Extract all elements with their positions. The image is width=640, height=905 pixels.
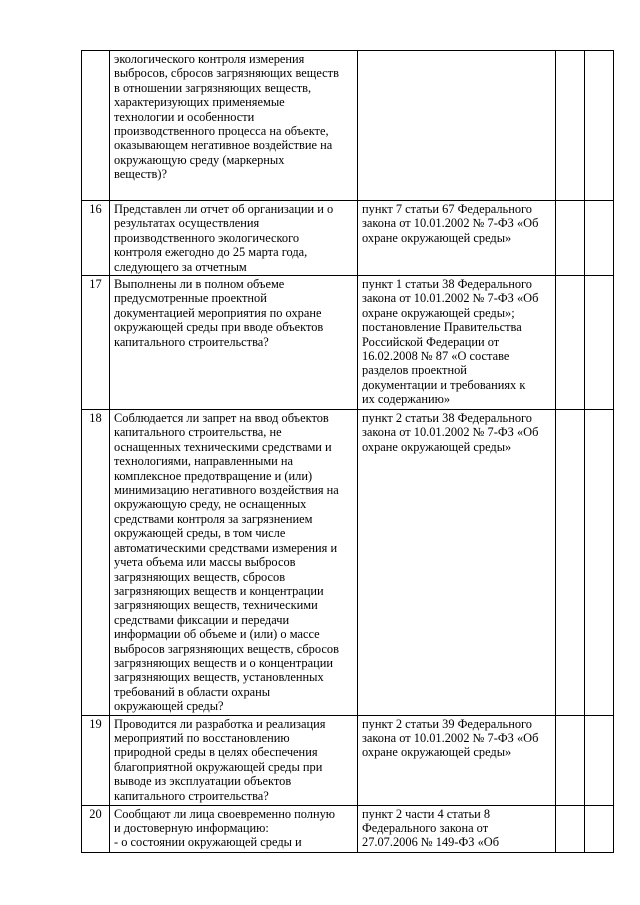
reference-line: постановление Правительства <box>362 320 522 335</box>
question-line: следующего за отчетным <box>114 259 247 274</box>
row-number-cell: 16 <box>82 201 110 276</box>
table-row <box>82 51 614 201</box>
question-line: средствами фиксации и передачи <box>114 612 290 627</box>
reference-line: закона от 10.01.2002 № 7-ФЗ «Об <box>362 730 539 745</box>
legal-reference-cell <box>358 805 556 852</box>
answer-cell-b <box>585 410 614 716</box>
question-line: автоматическими средствами измерения и <box>114 540 338 555</box>
answer-cell-a <box>556 201 585 276</box>
answer-cell-a <box>556 410 585 716</box>
question-line: загрязняющих веществ и о концентрации <box>114 655 333 670</box>
legal-reference-cell <box>358 201 556 276</box>
question-line: технологии и особенности <box>114 109 255 124</box>
question-line: благоприятной окружающей среды при <box>114 759 323 774</box>
question-line: результатах осуществления <box>114 216 260 231</box>
question-line: окружающей среды, в том числе <box>114 526 286 541</box>
question-line: капитального строительства? <box>114 788 269 803</box>
question-line: загрязняющих веществ, техническими <box>114 598 318 613</box>
row-number-cell <box>82 51 110 201</box>
reference-line: Федерального закона от <box>362 820 489 835</box>
answer-cell-a <box>556 805 585 852</box>
reference-line: закона от 10.01.2002 № 7-ФЗ «Об <box>362 216 539 231</box>
reference-line: пункт 1 статьи 38 Федерального <box>362 277 533 292</box>
question-line: загрязняющих веществ, установленных <box>114 670 324 685</box>
question-line: Проводится ли разработка и реализация <box>114 716 326 731</box>
question-line: оснащенных техническими средствами и <box>114 439 332 454</box>
answer-cell-b <box>585 805 614 852</box>
reference-line: охране окружающей среды» <box>362 745 512 760</box>
question-line: Представлен ли отчет об организации и о <box>114 202 334 216</box>
question-line: экологического контроля измерения <box>114 52 305 66</box>
reference-line: пункт 2 статьи 39 Федерального <box>362 716 533 731</box>
question-cell <box>110 51 358 201</box>
table-row <box>82 201 614 276</box>
answer-cell-b <box>585 715 614 805</box>
answer-cell-b <box>585 276 614 410</box>
question-line: выбросов загрязняющих веществ, сбросов <box>114 641 339 656</box>
question-line: выбросов, сбросов загрязняющих веществ <box>114 66 339 81</box>
reference-line: пункт 2 статьи 38 Федерального <box>362 411 533 426</box>
reference-line: документации и требованиях к <box>362 377 526 392</box>
question-cell <box>110 410 358 716</box>
question-line: окружающую среду (маркерных <box>114 152 285 167</box>
row-number-cell: 18 <box>82 410 110 716</box>
question-line: загрязняющих веществ и концентрации <box>114 583 324 598</box>
question-line: Выполнены ли в полном объеме <box>114 277 285 292</box>
question-line: окружающую среду, не оснащенных <box>114 497 307 512</box>
question-line: выводе из эксплуатации объектов <box>114 774 292 789</box>
question-cell <box>110 805 358 852</box>
question-line: - о состоянии окружающей среды и <box>114 835 302 850</box>
legal-reference-cell <box>358 410 556 716</box>
reference-line: разделов проектной <box>362 363 467 378</box>
reference-line: 27.07.2006 № 149-ФЗ «Об <box>362 835 500 850</box>
question-line: и достоверную информацию: <box>114 820 269 835</box>
legal-reference-cell <box>358 715 556 805</box>
question-line: в отношении загрязняющих веществ, <box>114 80 312 95</box>
question-line: капитального строительства, не <box>114 425 282 440</box>
question-line: требований в области охраны <box>114 684 271 699</box>
question-cell <box>110 201 358 276</box>
question-line: информации об объеме и (или) о массе <box>114 627 320 642</box>
question-line: окружающей среды? <box>114 699 224 714</box>
question-line: технологиями, направленными на <box>114 454 294 469</box>
reference-line: их содержанию» <box>362 392 451 407</box>
question-cell <box>110 715 358 805</box>
question-line: мероприятий по восстановлению <box>114 730 290 745</box>
question-line: окружающей среды при вводе объектов <box>114 320 324 335</box>
reference-line: закона от 10.01.2002 № 7-ФЗ «Об <box>362 291 539 306</box>
question-line: производственного процесса на объекте, <box>114 124 329 139</box>
legal-reference-cell <box>358 51 556 201</box>
answer-cell-a <box>556 51 585 201</box>
row-number-cell: 20 <box>82 805 110 852</box>
question-line: загрязняющих веществ, сбросов <box>114 569 286 584</box>
table-row <box>82 805 614 852</box>
question-line: производственного экологического <box>114 230 300 245</box>
question-line: капитального строительства? <box>114 334 269 349</box>
question-line: средствами контроля за загрязнением <box>114 511 313 526</box>
checklist-table-body <box>82 51 614 853</box>
question-cell <box>110 276 358 410</box>
question-line: комплексное предотвращение и (или) <box>114 468 313 483</box>
reference-line: охране окружающей среды» <box>362 439 512 454</box>
question-line: природной среды в целях обеспечения <box>114 745 318 760</box>
table-row <box>82 715 614 805</box>
answer-cell-a <box>556 276 585 410</box>
question-line: предусмотренные проектной <box>114 291 267 306</box>
question-line: характеризующих применяемые <box>114 95 285 110</box>
reference-line: закона от 10.01.2002 № 7-ФЗ «Об <box>362 425 539 440</box>
answer-cell-b <box>585 201 614 276</box>
answer-cell-b <box>585 51 614 201</box>
answer-cell-a <box>556 715 585 805</box>
question-line: документацией мероприятия по охране <box>114 305 322 320</box>
legal-reference-cell <box>358 276 556 410</box>
reference-line: пункт 7 статьи 67 Федерального <box>362 202 533 216</box>
table-row <box>82 276 614 410</box>
question-line: Сообщают ли лица своевременно полную <box>114 806 336 821</box>
reference-line: охране окружающей среды»; <box>362 305 515 320</box>
reference-line: охране окружающей среды» <box>362 230 512 245</box>
question-line: минимизацию негативного воздействия на <box>114 483 339 498</box>
question-line: Соблюдается ли запрет на ввод объектов <box>114 411 329 426</box>
reference-line: 16.02.2008 № 87 «О составе <box>362 349 510 364</box>
question-line: контроля ежегодно до 25 марта года, <box>114 245 308 260</box>
checklist-table <box>81 50 614 853</box>
question-line: учета объема или массы выбросов <box>114 555 296 570</box>
reference-line: пункт 2 части 4 статьи 8 <box>362 806 491 821</box>
question-line: оказывающем негативное воздействие на <box>114 138 333 153</box>
reference-line: Российской Федерации от <box>362 334 500 349</box>
question-line: веществ)? <box>114 167 168 182</box>
row-number-cell: 17 <box>82 276 110 410</box>
table-row <box>82 410 614 716</box>
row-number-cell: 19 <box>82 715 110 805</box>
